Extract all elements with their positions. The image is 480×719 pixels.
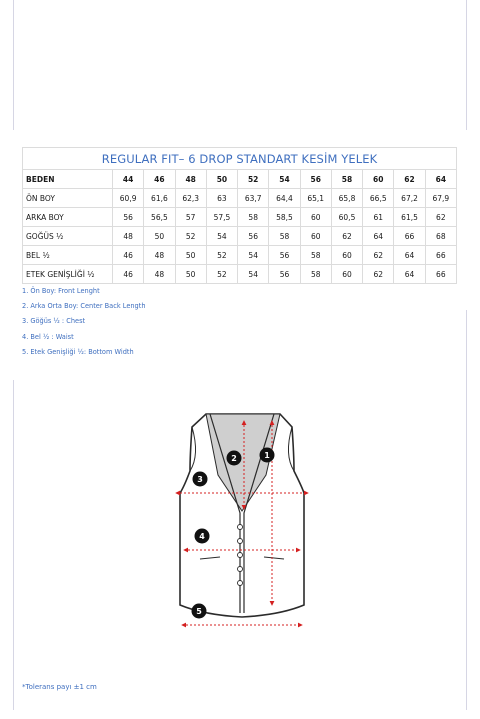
- table-cell: 66: [425, 265, 456, 284]
- table-header-row: [23, 170, 457, 189]
- table-cell: 48: [144, 246, 175, 265]
- table-row: [23, 208, 457, 227]
- table-cell: 56,5: [144, 208, 175, 227]
- row-label: ARKA BOY: [23, 208, 113, 227]
- table-cell: 58: [300, 265, 331, 284]
- table-cell: 50: [175, 265, 206, 284]
- table-cell: 63,7: [238, 189, 269, 208]
- page-guide-left-top: [13, 0, 14, 130]
- table-cell: 57: [175, 208, 206, 227]
- vest-diagram: [170, 405, 315, 635]
- table-row: [23, 246, 457, 265]
- table-cell: 64,4: [269, 189, 300, 208]
- row-label: GOĞÜS ½: [23, 227, 113, 246]
- table-cell: 56: [269, 246, 300, 265]
- table-cell: 66,5: [363, 189, 394, 208]
- table-cell: 67,9: [425, 189, 456, 208]
- table-cell: 46: [113, 246, 144, 265]
- row-label: ÖN BOY: [23, 189, 113, 208]
- table-cell: 58: [300, 246, 331, 265]
- size-header: 44: [113, 170, 144, 189]
- table-cell: 52: [175, 227, 206, 246]
- table-cell: 54: [238, 265, 269, 284]
- table-row: [23, 189, 457, 208]
- table-cell: 60: [300, 227, 331, 246]
- marker-2: [227, 451, 242, 466]
- marker-1: [260, 448, 275, 463]
- table-cell: 48: [113, 227, 144, 246]
- marker-3: [193, 472, 208, 487]
- table-cell: 64: [394, 265, 425, 284]
- table-cell: 58: [238, 208, 269, 227]
- table-cell: 64: [394, 246, 425, 265]
- table-cell: 60,9: [113, 189, 144, 208]
- size-header: 54: [269, 170, 300, 189]
- size-header: 56: [300, 170, 331, 189]
- svg-text:3: 3: [197, 475, 203, 484]
- table-cell: 62: [363, 246, 394, 265]
- table-cell: 50: [144, 227, 175, 246]
- marker-4: [195, 529, 210, 544]
- table-cell: 60: [300, 208, 331, 227]
- size-header: 60: [363, 170, 394, 189]
- size-chart: [22, 147, 457, 284]
- table-cell: 62: [425, 208, 456, 227]
- measurement-legend: [22, 284, 146, 360]
- table-cell: 63: [206, 189, 237, 208]
- marker-5: [192, 604, 207, 619]
- size-table: [22, 147, 457, 284]
- vest-illustration: [170, 405, 315, 635]
- table-cell: 54: [238, 246, 269, 265]
- table-cell: 58: [269, 227, 300, 246]
- table-cell: 65,8: [331, 189, 362, 208]
- svg-text:5: 5: [196, 607, 202, 616]
- svg-text:4: 4: [199, 532, 205, 541]
- legend-item: 4. Bel ½ : Waist: [22, 332, 74, 341]
- legend-item: 2. Arka Orta Boy: Center Back Length: [22, 302, 146, 311]
- size-header: 46: [144, 170, 175, 189]
- row-label: ETEK GENİŞLİĞİ ½: [23, 265, 113, 284]
- table-cell: 60: [331, 246, 362, 265]
- table-cell: 60,5: [331, 208, 362, 227]
- size-header: 48: [175, 170, 206, 189]
- legend-item: 3. Göğüs ½ : Chest: [22, 317, 86, 326]
- page-guide-right-top: [466, 0, 467, 130]
- table-title: REGULAR FIT– 6 DROP STANDART KESİM YELEK: [23, 148, 457, 170]
- page-guide-left-bottom: [13, 380, 14, 710]
- table-cell: 64: [363, 227, 394, 246]
- table-cell: 62: [363, 265, 394, 284]
- table-cell: 56: [238, 227, 269, 246]
- table-cell: 52: [206, 246, 237, 265]
- table-cell: 57,5: [206, 208, 237, 227]
- size-header: 64: [425, 170, 456, 189]
- size-header: 52: [238, 170, 269, 189]
- page-guide-right-bottom: [466, 310, 467, 710]
- table-cell: 66: [394, 227, 425, 246]
- table-cell: 61,6: [144, 189, 175, 208]
- tolerance-note: *Tolerans payı ±1 cm: [22, 683, 97, 691]
- table-cell: 67,2: [394, 189, 425, 208]
- table-cell: 62: [331, 227, 362, 246]
- table-cell: 54: [206, 227, 237, 246]
- table-cell: 50: [175, 246, 206, 265]
- table-cell: 61,5: [394, 208, 425, 227]
- table-row: [23, 265, 457, 284]
- table-cell: 61: [363, 208, 394, 227]
- table-cell: 58,5: [269, 208, 300, 227]
- table-cell: 68: [425, 227, 456, 246]
- row-label: BEL ½: [23, 246, 113, 265]
- svg-text:1: 1: [264, 451, 270, 460]
- table-cell: 62,3: [175, 189, 206, 208]
- table-cell: 66: [425, 246, 456, 265]
- table-cell: 65,1: [300, 189, 331, 208]
- table-cell: 46: [113, 265, 144, 284]
- table-row: [23, 227, 457, 246]
- table-cell: 48: [144, 265, 175, 284]
- table-cell: 56: [113, 208, 144, 227]
- size-header: 62: [394, 170, 425, 189]
- svg-text:2: 2: [231, 454, 237, 463]
- table-cell: 60: [331, 265, 362, 284]
- size-header: 58: [331, 170, 362, 189]
- legend-item: 5. Etek Genişliği ½: Bottom Width: [22, 347, 134, 356]
- table-cell: 52: [206, 265, 237, 284]
- legend-item: 1. Ön Boy: Front Lenght: [22, 287, 100, 295]
- table-cell: 56: [269, 265, 300, 284]
- size-header: 50: [206, 170, 237, 189]
- header-label: BEDEN: [23, 170, 113, 189]
